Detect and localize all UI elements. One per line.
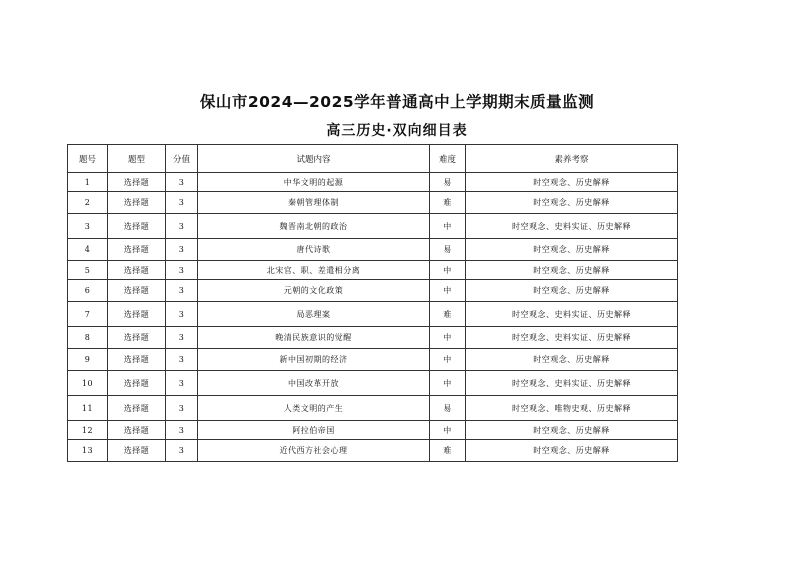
cell-no: 7 bbox=[68, 302, 108, 327]
column-header-no: 题号 bbox=[68, 145, 108, 173]
cell-difficulty: 中 bbox=[430, 327, 466, 349]
cell-score: 3 bbox=[166, 239, 198, 261]
cell-type: 选择题 bbox=[108, 371, 166, 396]
cell-content: 秦朝管理体制 bbox=[198, 192, 430, 214]
cell-no: 8 bbox=[68, 327, 108, 349]
cell-type: 选择题 bbox=[108, 349, 166, 371]
cell-type: 选择题 bbox=[108, 302, 166, 327]
cell-score: 3 bbox=[166, 327, 198, 349]
cell-literacy: 时空观念、历史解释 bbox=[466, 239, 678, 261]
cell-no: 4 bbox=[68, 239, 108, 261]
cell-literacy: 时空观念、史料实证、历史解释 bbox=[466, 302, 678, 327]
document-title: 保山市2024—2025学年普通高中上学期期末质量监测 bbox=[199, 93, 595, 111]
cell-literacy: 时空观念、历史解释 bbox=[466, 440, 678, 462]
column-header-content: 试题内容 bbox=[198, 145, 430, 173]
detail-table bbox=[67, 144, 678, 462]
cell-type: 选择题 bbox=[108, 192, 166, 214]
cell-difficulty: 中 bbox=[430, 280, 466, 302]
table-row bbox=[68, 192, 678, 214]
cell-no: 5 bbox=[68, 261, 108, 280]
cell-score: 3 bbox=[166, 302, 198, 327]
cell-literacy: 时空观念、历史解释 bbox=[466, 192, 678, 214]
table-row bbox=[68, 327, 678, 349]
cell-type: 选择题 bbox=[108, 239, 166, 261]
cell-difficulty: 中 bbox=[430, 349, 466, 371]
cell-content: 中国改革开放 bbox=[198, 371, 430, 396]
table-row bbox=[68, 349, 678, 371]
column-header-difficulty: 难度 bbox=[430, 145, 466, 173]
cell-literacy: 时空观念、历史解释 bbox=[466, 280, 678, 302]
table-row bbox=[68, 173, 678, 192]
cell-score: 3 bbox=[166, 280, 198, 302]
table-row bbox=[68, 214, 678, 239]
cell-score: 3 bbox=[166, 349, 198, 371]
cell-difficulty: 难 bbox=[430, 192, 466, 214]
cell-literacy: 时空观念、历史解释 bbox=[466, 173, 678, 192]
cell-score: 3 bbox=[166, 396, 198, 421]
column-header-literacy: 素养考察 bbox=[466, 145, 678, 173]
cell-no: 9 bbox=[68, 349, 108, 371]
cell-difficulty: 难 bbox=[430, 302, 466, 327]
cell-score: 3 bbox=[166, 192, 198, 214]
cell-content: 晚清民族意识的觉醒 bbox=[198, 327, 430, 349]
cell-no: 2 bbox=[68, 192, 108, 214]
cell-no: 10 bbox=[68, 371, 108, 396]
cell-content: 魏晋南北朝的政治 bbox=[198, 214, 430, 239]
cell-no: 12 bbox=[68, 421, 108, 440]
cell-no: 11 bbox=[68, 396, 108, 421]
cell-difficulty: 易 bbox=[430, 396, 466, 421]
table-header-row bbox=[68, 145, 678, 173]
cell-score: 3 bbox=[166, 214, 198, 239]
cell-literacy: 时空观念、史料实证、历史解释 bbox=[466, 371, 678, 396]
column-header-type: 题型 bbox=[108, 145, 166, 173]
table-row bbox=[68, 396, 678, 421]
table-row bbox=[68, 421, 678, 440]
cell-difficulty: 中 bbox=[430, 371, 466, 396]
cell-type: 选择题 bbox=[108, 327, 166, 349]
cell-score: 3 bbox=[166, 173, 198, 192]
document-subtitle: 高三历史·双向细目表 bbox=[326, 123, 468, 139]
cell-difficulty: 中 bbox=[430, 421, 466, 440]
cell-type: 选择题 bbox=[108, 280, 166, 302]
cell-type: 选择题 bbox=[108, 440, 166, 462]
cell-no: 1 bbox=[68, 173, 108, 192]
cell-literacy: 时空观念、唯物史观、历史解释 bbox=[466, 396, 678, 421]
cell-no: 6 bbox=[68, 280, 108, 302]
table-row bbox=[68, 371, 678, 396]
cell-literacy: 时空观念、史料实证、历史解释 bbox=[466, 214, 678, 239]
cell-content: 元朝的文化政策 bbox=[198, 280, 430, 302]
cell-difficulty: 中 bbox=[430, 214, 466, 239]
cell-score: 3 bbox=[166, 261, 198, 280]
cell-score: 3 bbox=[166, 371, 198, 396]
cell-content: 新中国初期的经济 bbox=[198, 349, 430, 371]
cell-literacy: 时空观念、历史解释 bbox=[466, 421, 678, 440]
cell-difficulty: 易 bbox=[430, 173, 466, 192]
cell-content: 阿拉伯帝国 bbox=[198, 421, 430, 440]
cell-no: 13 bbox=[68, 440, 108, 462]
cell-difficulty: 中 bbox=[430, 261, 466, 280]
table-row bbox=[68, 261, 678, 280]
cell-type: 选择题 bbox=[108, 214, 166, 239]
cell-content: 中华文明的起源 bbox=[198, 173, 430, 192]
cell-content: 近代西方社会心理 bbox=[198, 440, 430, 462]
cell-content: 局恶理案 bbox=[198, 302, 430, 327]
table-row bbox=[68, 280, 678, 302]
cell-type: 选择题 bbox=[108, 261, 166, 280]
cell-literacy: 时空观念、历史解释 bbox=[466, 261, 678, 280]
cell-literacy: 时空观念、史料实证、历史解释 bbox=[466, 327, 678, 349]
cell-literacy: 时空观念、历史解释 bbox=[466, 349, 678, 371]
cell-difficulty: 难 bbox=[430, 440, 466, 462]
cell-type: 选择题 bbox=[108, 421, 166, 440]
column-header-score: 分值 bbox=[166, 145, 198, 173]
table-row bbox=[68, 302, 678, 327]
cell-content: 人类文明的产生 bbox=[198, 396, 430, 421]
cell-no: 3 bbox=[68, 214, 108, 239]
cell-score: 3 bbox=[166, 440, 198, 462]
cell-score: 3 bbox=[166, 421, 198, 440]
cell-difficulty: 易 bbox=[430, 239, 466, 261]
cell-content: 北宋官、职、差遣相分离 bbox=[198, 261, 430, 280]
cell-type: 选择题 bbox=[108, 396, 166, 421]
table-row bbox=[68, 440, 678, 462]
cell-content: 唐代诗歌 bbox=[198, 239, 430, 261]
cell-type: 选择题 bbox=[108, 173, 166, 192]
table-row bbox=[68, 239, 678, 261]
